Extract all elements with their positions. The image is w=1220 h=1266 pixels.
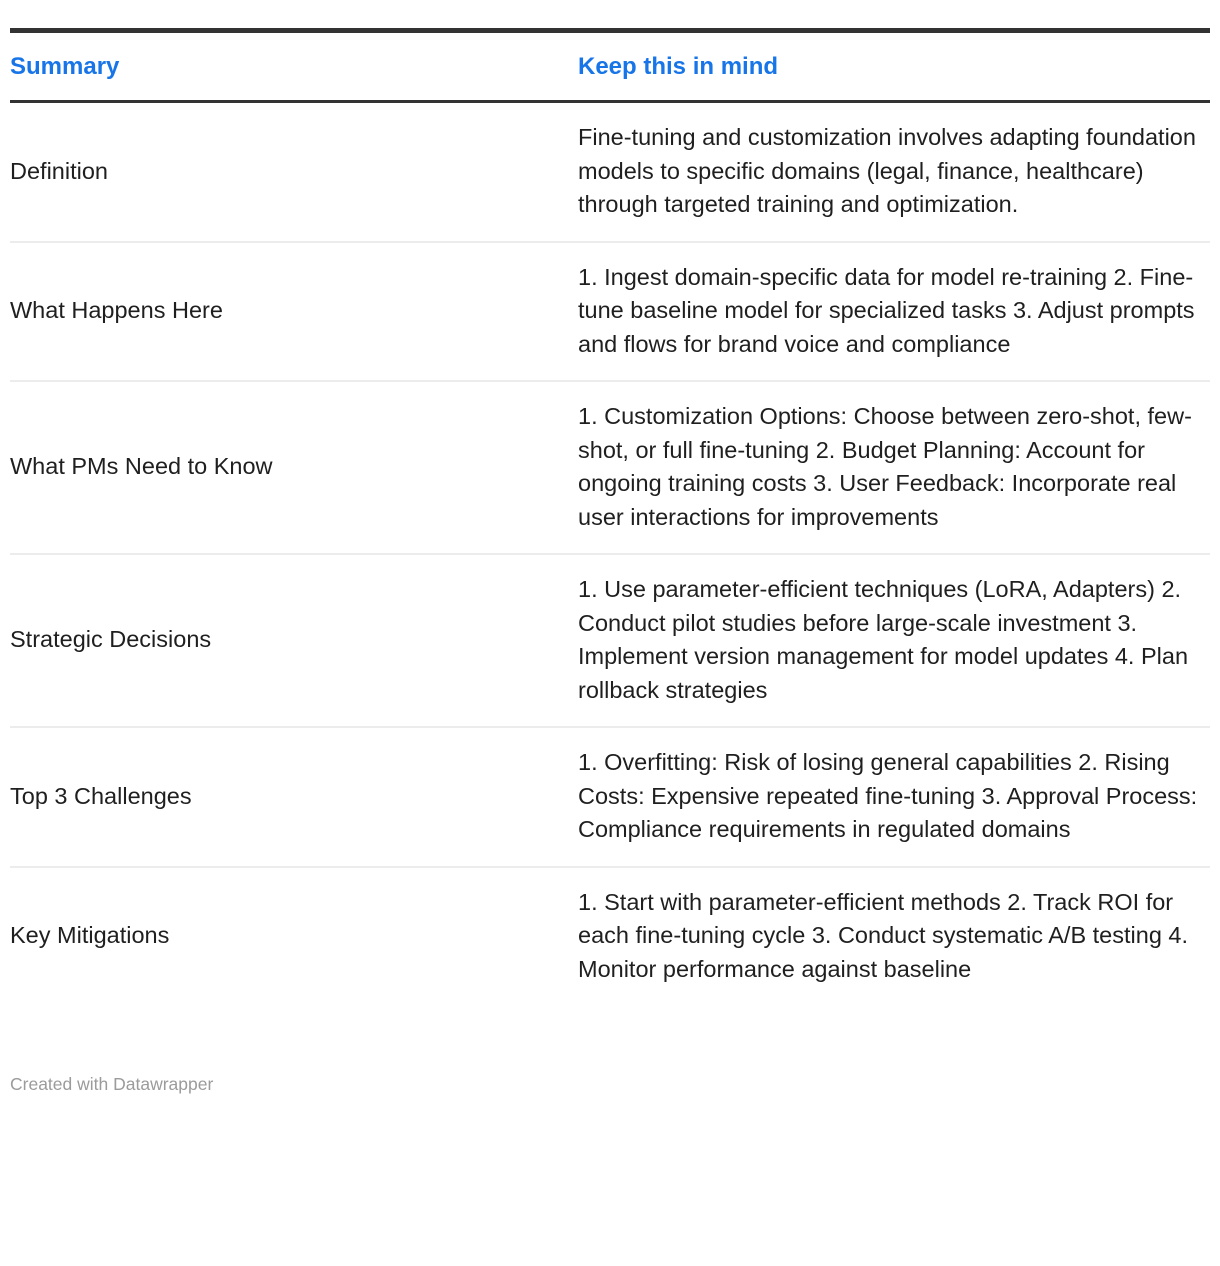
row-label-key-mitigations: Key Mitigations xyxy=(10,922,170,948)
table-row xyxy=(10,868,1210,1006)
table-row xyxy=(10,103,1210,243)
table-row xyxy=(10,555,1210,728)
row-detail-what-happens-here: 1. Ingest domain-specific data for model re-training 2. Fine-tune baseline model for specialized tasks 3. Adjust prompts and flows for brand voice and compliance xyxy=(578,263,1195,357)
table-row xyxy=(10,728,1210,868)
table-row xyxy=(10,243,1210,383)
row-label-what-happens-here: What Happens Here xyxy=(10,297,223,323)
summary-table xyxy=(10,28,1210,1005)
row-label-definition: Definition xyxy=(10,157,108,184)
footer-credit-link[interactable]: Created with Datawrapper xyxy=(10,1074,214,1094)
table-header-row xyxy=(10,33,1210,103)
row-detail-strategic-decisions: 1. Use parameter-efficient techniques (LoRA, Adapters) 2. Conduct pilot studies before large-scale investment 3. Implement version management for model updates 4. Plan rollback strategies xyxy=(578,576,1189,703)
row-label-what-pms-need-to-know: What PMs Need to Know xyxy=(10,453,273,480)
row-detail-what-pms-need-to-know: 1. Customization Options: Choose between zero-shot, few-shot, or full fine-tuning 2. Budget Planning: Account for ongoing training costs 3. User Feedback: Incorporate real user interactions for improvements xyxy=(578,403,1192,530)
column-header-keep-this-in-mind: Keep this in mind xyxy=(578,53,779,80)
row-detail-key-mitigations: 1. Start with parameter-efficient methods 2. Track ROI for each fine-tuning cycle 3. Conduct systematic A/B testing 4. Monitor performance against baseline xyxy=(578,888,1189,982)
row-label-top-3-challenges: Top 3 Challenges xyxy=(10,782,192,809)
table-row xyxy=(10,382,1210,555)
row-label-strategic-decisions: Strategic Decisions xyxy=(10,626,212,653)
row-detail-top-3-challenges: 1. Overfitting: Risk of losing general capabilities 2. Rising Costs: Expensive repeated fine-tuning 3. Approval Process: Compliance requirements in regulated domains xyxy=(578,749,1198,842)
column-header-summary: Summary xyxy=(10,53,120,80)
row-detail-definition: Fine-tuning and customization involves adapting foundation models to specific domains (legal, finance, healthcare) through targeted training and optimization. xyxy=(578,124,1196,217)
